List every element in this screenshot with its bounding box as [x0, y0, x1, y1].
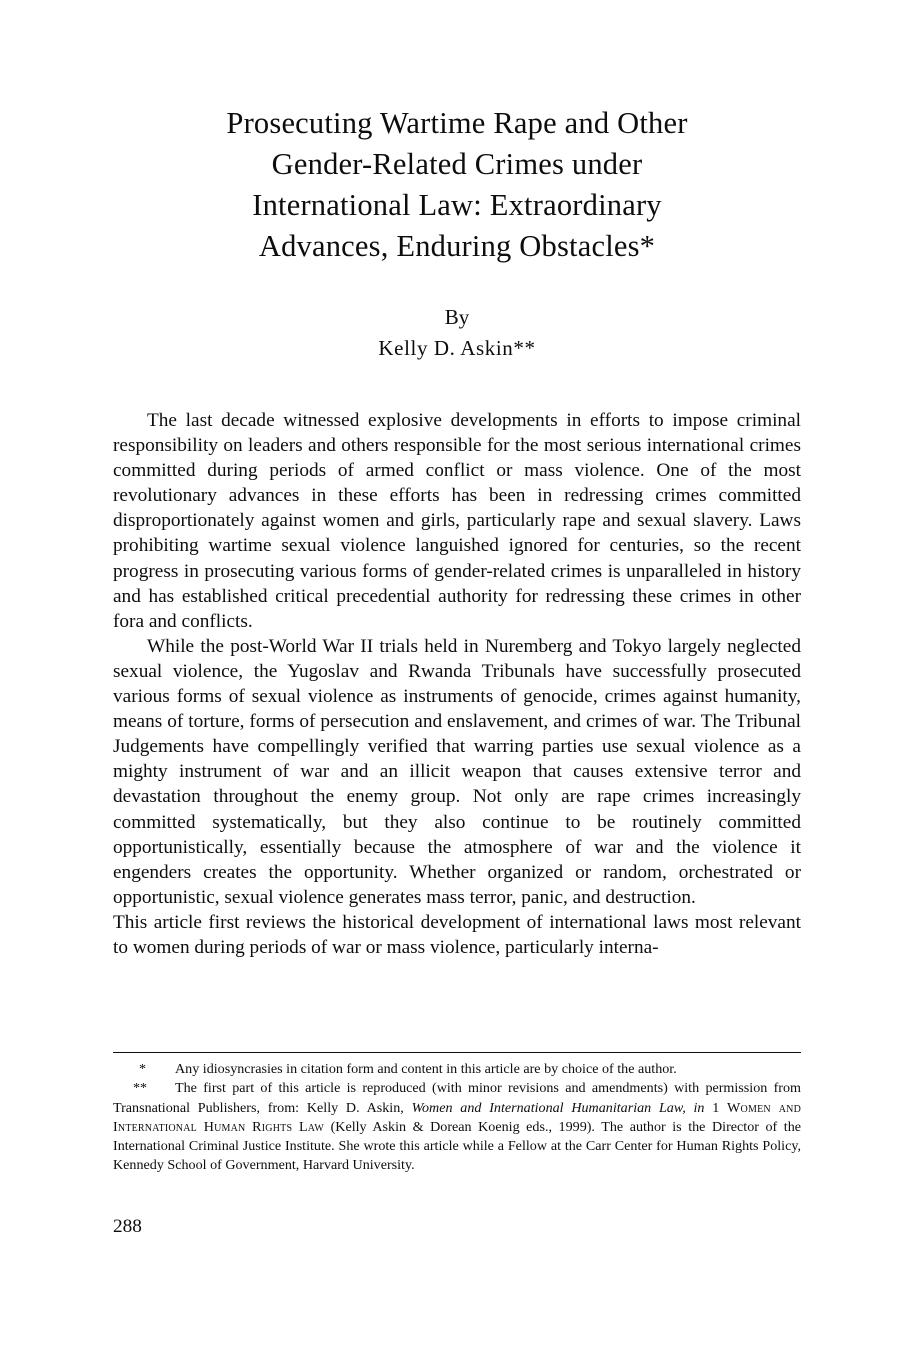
- footnote-item: [113, 1079, 801, 1175]
- body-paragraph: While the post-World War II trials held in Nuremberg and Tokyo largely neglected sexual violence, the Yugoslav and Rwanda Tribunals have successfully prosecuted various forms of sexual violence as instruments of genocide, crimes against humanity, means of torture, forms of persecution and enslavement, and crimes of war. The Tribunal Judgements have compellingly verified that warring parties use sexual violence as a mighty instrument of war and an illicit weapon that causes extensive terror and devastation throughout the enemy group. Not only are rape crimes increasingly committed systematically, but they also continue to be routinely committed opportunistically, essentially because the atmosphere of war and the violence it engenders creates the opportunity. Whether organized or random, orchestrated or opportunistic, sexual violence generates mass terror, panic, and destruction.: [113, 635, 801, 908]
- footnote-section: [113, 1052, 801, 1176]
- footnote-item: [113, 1060, 801, 1079]
- page-number: 288: [113, 1216, 142, 1237]
- body-paragraph: The last decade witnessed explosive developments in efforts to impose criminal responsibility on leaders and others responsible for the most serious international crimes committed during periods of armed conflict or mass violence. One of the most revolutionary advances in these efforts has been in redressing crimes committed disproportionately against women and girls, particularly rape and sexual slavery. Laws prohibiting wartime sexual violence languished ignored for centuries, so the recent progress in prosecuting various forms of gender-related crimes is unparalleled in history and has established critical precedential authority for redressing these crimes in other fora and conflicts.: [113, 410, 801, 632]
- footnote-separator-rule: [113, 1052, 801, 1053]
- footnote-text-volume: 1: [704, 1099, 728, 1116]
- title-line-3: International Law: Extraordinary: [252, 188, 662, 222]
- page-title: [113, 0, 801, 267]
- footnote-marker-single-asterisk: *: [139, 1061, 147, 1077]
- byline: [113, 302, 801, 364]
- title-line-4: Advances, Enduring Obstacles*: [258, 229, 656, 263]
- footnote-text-tail: (Kelly Askin & Dorean Koenig eds., 1999). The author is the Director of the International Criminal Justice Institute. She wrote this article while a Fellow at the Carr Center for Human Rights Policy, Kennedy School of Government, Harvard University.: [113, 1118, 801, 1174]
- footnote-italic-title: Women and International Humanitarian Law, in: [411, 1099, 705, 1116]
- article-body: [113, 408, 801, 960]
- footnote-text-lead: The first part of this article is reproduced (with minor revisions and amendments) with permission from Transnational Publishers, from: Kelly D. Askin,: [113, 1080, 801, 1116]
- title-line-2: Gender-Related Crimes under: [271, 147, 643, 181]
- footnote-text: Any idiosyncrasies in citation form and content in this article are by choice of the author.: [175, 1061, 677, 1077]
- body-paragraph: This article first reviews the historical development of international laws most relevant to women during periods of war or mass violence, particularly interna-: [113, 911, 801, 958]
- byline-author-name: Kelly D. Askin**: [378, 336, 536, 360]
- byline-by-label: By: [444, 305, 470, 329]
- footnote-smallcaps-title: Women and International Human Rights Law: [113, 1099, 802, 1135]
- title-line-1: Prosecuting Wartime Rape and Other: [226, 106, 688, 140]
- footnote-marker-double-asterisk: **: [133, 1080, 148, 1097]
- page-content: [113, 0, 801, 960]
